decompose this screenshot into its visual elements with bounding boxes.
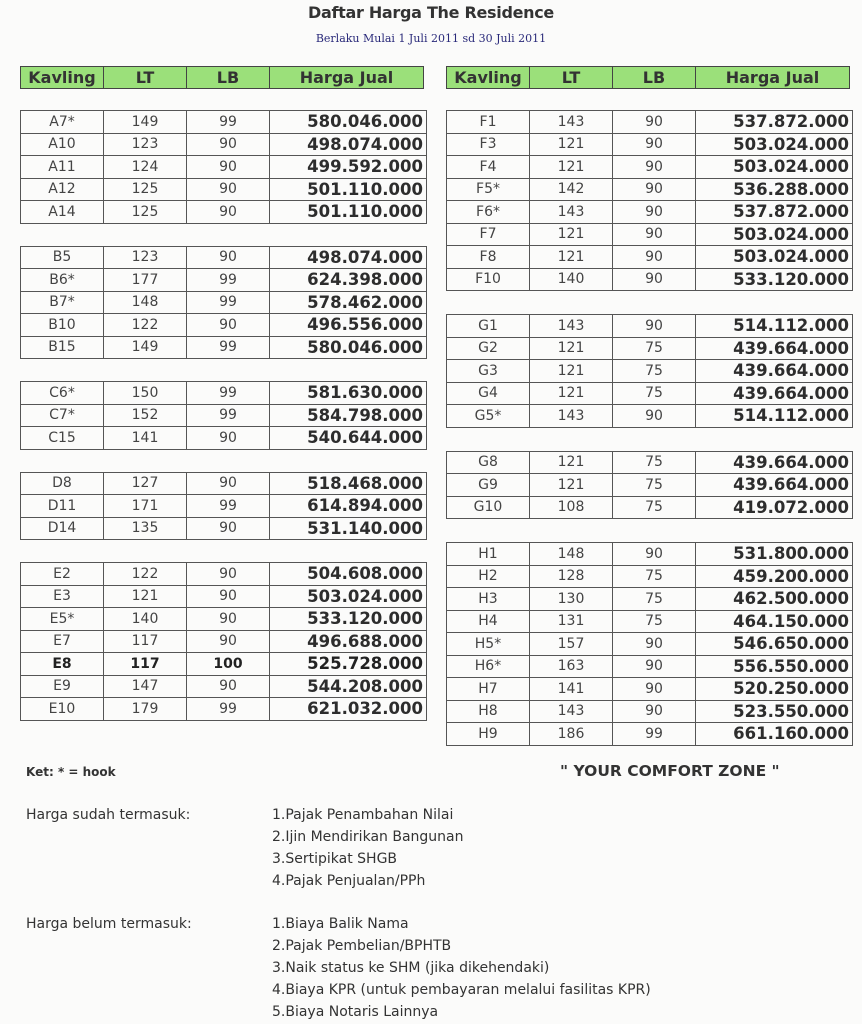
lt-cell: 171 [104, 495, 187, 518]
table-row [21, 630, 427, 653]
price-cell: 462.500.000 [696, 588, 853, 611]
table-row [21, 178, 427, 201]
table-row [21, 201, 427, 224]
lt-cell: 179 [104, 698, 187, 721]
lt-cell: 121 [530, 360, 613, 383]
kavling-cell: H7 [447, 678, 530, 701]
price-cell: 459.200.000 [696, 565, 853, 588]
lb-cell: 90 [187, 585, 270, 608]
price-cell: 621.032.000 [270, 698, 427, 721]
kavling-cell: B5 [21, 246, 104, 269]
table-row [447, 633, 853, 656]
table-row [21, 336, 427, 359]
lb-cell: 90 [613, 633, 696, 656]
kavling-cell: F5* [447, 178, 530, 201]
lb-cell: 90 [613, 201, 696, 224]
price-cell: 536.288.000 [696, 178, 853, 201]
price-group-g-2 [446, 451, 853, 520]
table-row [447, 588, 853, 611]
lb-cell: 90 [187, 133, 270, 156]
lt-cell: 186 [530, 723, 613, 746]
lb-cell: 90 [613, 156, 696, 179]
table-row [21, 517, 427, 540]
price-cell: 499.592.000 [270, 156, 427, 179]
price-cell: 419.072.000 [696, 496, 853, 519]
kavling-cell: H2 [447, 565, 530, 588]
price-cell: 439.664.000 [696, 382, 853, 405]
lt-cell: 140 [104, 608, 187, 631]
price-group-g [446, 314, 853, 428]
included-item: 3.Sertipikat SHGB [272, 851, 398, 867]
lt-cell: 148 [104, 291, 187, 314]
price-cell: 514.112.000 [696, 315, 853, 338]
lb-cell: 90 [187, 427, 270, 450]
lb-cell: 90 [187, 630, 270, 653]
kavling-cell: D8 [21, 472, 104, 495]
kavling-cell: B10 [21, 314, 104, 337]
lb-cell: 75 [613, 610, 696, 633]
excluded-label: Harga belum termasuk: [26, 916, 192, 932]
lb-cell: 99 [187, 698, 270, 721]
lt-cell: 117 [104, 630, 187, 653]
lb-cell: 99 [187, 291, 270, 314]
table-row [447, 156, 853, 179]
price-cell: 578.462.000 [270, 291, 427, 314]
kavling-cell: D14 [21, 517, 104, 540]
lt-cell: 121 [530, 382, 613, 405]
lt-cell: 121 [530, 133, 613, 156]
lb-cell: 75 [613, 382, 696, 405]
price-cell: 498.074.000 [270, 246, 427, 269]
kavling-cell: H3 [447, 588, 530, 611]
price-cell: 546.650.000 [696, 633, 853, 656]
excluded-item: 5.Biaya Notaris Lainnya [272, 1004, 439, 1020]
lb-cell: 90 [613, 655, 696, 678]
lt-cell: 149 [104, 111, 187, 134]
kavling-cell: E7 [21, 630, 104, 653]
left-table-header [20, 66, 424, 89]
price-cell: 496.556.000 [270, 314, 427, 337]
price-cell: 581.630.000 [270, 382, 427, 405]
kavling-cell: A10 [21, 133, 104, 156]
table-row [21, 314, 427, 337]
lb-cell: 90 [187, 246, 270, 269]
lt-cell: 121 [530, 246, 613, 269]
price-cell: 520.250.000 [696, 678, 853, 701]
table-row [447, 111, 853, 134]
table-row [447, 268, 853, 291]
included-item: 2.Ijin Mendirikan Bangunan [272, 829, 464, 845]
lt-cell: 121 [530, 223, 613, 246]
table-row [447, 474, 853, 497]
table-row [447, 723, 853, 746]
tagline: " YOUR COMFORT ZONE " [560, 762, 780, 780]
lb-cell: 99 [187, 404, 270, 427]
lb-cell: 90 [613, 223, 696, 246]
table-row [447, 610, 853, 633]
lt-cell: 163 [530, 655, 613, 678]
price-cell: 540.644.000 [270, 427, 427, 450]
excluded-item: 4.Biaya KPR (untuk pembayaran melalui fasilitas KPR) [272, 982, 651, 998]
lb-cell: 75 [613, 337, 696, 360]
lt-cell: 125 [104, 201, 187, 224]
legend-note: Ket: * = hook [26, 765, 116, 779]
kavling-cell: A11 [21, 156, 104, 179]
left-groups [20, 110, 423, 721]
lt-cell: 121 [104, 585, 187, 608]
header-harga-jual: Harga Jual [270, 67, 424, 89]
table-row [21, 698, 427, 721]
table-row [447, 315, 853, 338]
price-cell: 496.688.000 [270, 630, 427, 653]
lb-cell: 90 [613, 268, 696, 291]
lt-cell: 122 [104, 314, 187, 337]
kavling-cell: B7* [21, 291, 104, 314]
kavling-cell: G3 [447, 360, 530, 383]
header-lt: LT [530, 67, 613, 89]
lb-cell: 90 [187, 178, 270, 201]
lb-cell: 75 [613, 474, 696, 497]
kavling-cell: A12 [21, 178, 104, 201]
lt-cell: 148 [530, 543, 613, 566]
lb-cell: 99 [187, 111, 270, 134]
kavling-cell: F7 [447, 223, 530, 246]
kavling-cell: F1 [447, 111, 530, 134]
excluded-list [272, 913, 651, 1023]
table-row [447, 178, 853, 201]
kavling-cell: B15 [21, 336, 104, 359]
kavling-cell: H9 [447, 723, 530, 746]
price-group-h [446, 542, 853, 746]
included-list [272, 804, 463, 892]
table-row [21, 269, 427, 292]
kavling-cell: C15 [21, 427, 104, 450]
price-group-b [20, 246, 427, 360]
price-cell: 614.894.000 [270, 495, 427, 518]
right-price-column [446, 66, 849, 746]
lt-cell: 130 [530, 588, 613, 611]
kavling-cell: B6* [21, 269, 104, 292]
table-row [21, 111, 427, 134]
kavling-cell: G9 [447, 474, 530, 497]
lt-cell: 123 [104, 246, 187, 269]
price-cell: 533.120.000 [270, 608, 427, 631]
table-row [447, 337, 853, 360]
lb-cell: 90 [187, 314, 270, 337]
lt-cell: 152 [104, 404, 187, 427]
lb-cell: 75 [613, 360, 696, 383]
price-cell: 439.664.000 [696, 360, 853, 383]
table-row [447, 496, 853, 519]
lb-cell: 99 [187, 382, 270, 405]
table-row [21, 585, 427, 608]
included-item: 4.Pajak Penjualan/PPh [272, 873, 426, 889]
lb-cell: 90 [187, 563, 270, 586]
kavling-cell: G10 [447, 496, 530, 519]
table-row [447, 700, 853, 723]
table-row [21, 427, 427, 450]
lt-cell: 125 [104, 178, 187, 201]
lb-cell: 90 [613, 178, 696, 201]
price-cell: 501.110.000 [270, 178, 427, 201]
price-cell: 503.024.000 [696, 246, 853, 269]
kavling-cell: E9 [21, 675, 104, 698]
lb-cell: 99 [187, 269, 270, 292]
table-row [21, 291, 427, 314]
table-row [21, 156, 427, 179]
price-cell: 518.468.000 [270, 472, 427, 495]
lt-cell: 121 [530, 474, 613, 497]
lt-cell: 142 [530, 178, 613, 201]
lt-cell: 141 [530, 678, 613, 701]
lt-cell: 141 [104, 427, 187, 450]
lb-cell: 99 [613, 723, 696, 746]
header-harga-jual: Harga Jual [696, 67, 850, 89]
table-row [447, 543, 853, 566]
price-cell: 514.112.000 [696, 405, 853, 428]
lt-cell: 131 [530, 610, 613, 633]
table-row [21, 404, 427, 427]
lb-cell: 90 [613, 315, 696, 338]
table-row [21, 495, 427, 518]
lt-cell: 135 [104, 517, 187, 540]
kavling-cell: A7* [21, 111, 104, 134]
table-row [447, 565, 853, 588]
price-cell: 556.550.000 [696, 655, 853, 678]
price-cell: 439.664.000 [696, 337, 853, 360]
table-row [447, 655, 853, 678]
lb-cell: 90 [613, 405, 696, 428]
kavling-cell: G2 [447, 337, 530, 360]
kavling-cell: G8 [447, 451, 530, 474]
price-cell: 584.798.000 [270, 404, 427, 427]
table-row [447, 223, 853, 246]
table-row [447, 451, 853, 474]
lt-cell: 108 [530, 496, 613, 519]
lt-cell: 121 [530, 337, 613, 360]
price-cell: 498.074.000 [270, 133, 427, 156]
right-groups [446, 110, 849, 746]
lt-cell: 128 [530, 565, 613, 588]
price-cell: 544.208.000 [270, 675, 427, 698]
kavling-cell: F4 [447, 156, 530, 179]
kavling-cell: H5* [447, 633, 530, 656]
excluded-item: 2.Pajak Pembelian/BPHTB [272, 938, 452, 954]
table-row [447, 246, 853, 269]
lb-cell: 75 [613, 451, 696, 474]
lb-cell: 90 [187, 156, 270, 179]
header-lb: LB [187, 67, 270, 89]
price-group-f [446, 110, 853, 291]
price-group-d [20, 472, 427, 541]
price-cell: 439.664.000 [696, 451, 853, 474]
kavling-cell: H1 [447, 543, 530, 566]
lt-cell: 147 [104, 675, 187, 698]
price-cell: 503.024.000 [696, 156, 853, 179]
included-item: 1.Pajak Penambahan Nilai [272, 807, 454, 823]
kavling-cell: F6* [447, 201, 530, 224]
lb-cell: 90 [613, 246, 696, 269]
lt-cell: 143 [530, 700, 613, 723]
excluded-item: 3.Naik status ke SHM (jika dikehendaki) [272, 960, 550, 976]
kavling-cell: D11 [21, 495, 104, 518]
kavling-cell: C6* [21, 382, 104, 405]
right-table-header [446, 66, 850, 89]
kavling-cell: H4 [447, 610, 530, 633]
price-cell: 503.024.000 [696, 133, 853, 156]
kavling-cell: H6* [447, 655, 530, 678]
page-title: Daftar Harga The Residence [308, 3, 554, 22]
lt-cell: 143 [530, 315, 613, 338]
lt-cell: 122 [104, 563, 187, 586]
price-cell: 439.664.000 [696, 474, 853, 497]
lb-cell: 99 [187, 336, 270, 359]
header-kavling: Kavling [21, 67, 104, 89]
kavling-cell: F10 [447, 268, 530, 291]
kavling-cell: G4 [447, 382, 530, 405]
table-row [21, 608, 427, 631]
table-row [447, 133, 853, 156]
lb-cell: 75 [613, 496, 696, 519]
lt-cell: 121 [530, 451, 613, 474]
left-price-column [20, 66, 423, 721]
kavling-cell: F3 [447, 133, 530, 156]
excluded-item: 1.Biaya Balik Nama [272, 916, 409, 932]
kavling-cell: F8 [447, 246, 530, 269]
kavling-cell: C7* [21, 404, 104, 427]
price-cell: 661.160.000 [696, 723, 853, 746]
header-lb: LB [613, 67, 696, 89]
price-group-a [20, 110, 427, 224]
lb-cell: 90 [187, 675, 270, 698]
price-cell: 580.046.000 [270, 111, 427, 134]
lb-cell: 90 [613, 133, 696, 156]
price-cell: 531.800.000 [696, 543, 853, 566]
lt-cell: 123 [104, 133, 187, 156]
lt-cell: 177 [104, 269, 187, 292]
lb-cell: 75 [613, 588, 696, 611]
lt-cell: 121 [530, 156, 613, 179]
kavling-cell: G5* [447, 405, 530, 428]
price-cell: 501.110.000 [270, 201, 427, 224]
price-cell: 531.140.000 [270, 517, 427, 540]
table-row [21, 653, 427, 676]
lb-cell: 90 [187, 517, 270, 540]
price-cell: 464.150.000 [696, 610, 853, 633]
kavling-cell: E10 [21, 698, 104, 721]
kavling-cell: E2 [21, 563, 104, 586]
lt-cell: 149 [104, 336, 187, 359]
lb-cell: 90 [613, 111, 696, 134]
price-cell: 504.608.000 [270, 563, 427, 586]
header-kavling: Kavling [447, 67, 530, 89]
kavling-cell: A14 [21, 201, 104, 224]
lb-cell: 100 [187, 653, 270, 676]
table-row [21, 133, 427, 156]
validity-period: Berlaku Mulai 1 Juli 2011 sd 30 Juli 2011 [315, 32, 547, 45]
price-group-c [20, 381, 427, 450]
included-label: Harga sudah termasuk: [26, 807, 191, 823]
kavling-cell: E3 [21, 585, 104, 608]
lt-cell: 143 [530, 111, 613, 134]
kavling-cell: E5* [21, 608, 104, 631]
table-row [447, 360, 853, 383]
price-cell: 523.550.000 [696, 700, 853, 723]
lb-cell: 90 [187, 201, 270, 224]
price-cell: 503.024.000 [696, 223, 853, 246]
lb-cell: 90 [187, 472, 270, 495]
kavling-cell: E8 [21, 653, 104, 676]
header-lt: LT [104, 67, 187, 89]
lb-cell: 90 [613, 700, 696, 723]
lb-cell: 90 [613, 543, 696, 566]
lt-cell: 143 [530, 405, 613, 428]
table-row [21, 472, 427, 495]
table-row [447, 382, 853, 405]
lt-cell: 127 [104, 472, 187, 495]
lb-cell: 90 [613, 678, 696, 701]
lb-cell: 90 [187, 608, 270, 631]
lt-cell: 150 [104, 382, 187, 405]
price-cell: 533.120.000 [696, 268, 853, 291]
table-row [447, 678, 853, 701]
table-row [21, 382, 427, 405]
price-cell: 537.872.000 [696, 201, 853, 224]
table-row [21, 675, 427, 698]
price-cell: 537.872.000 [696, 111, 853, 134]
price-group-e [20, 562, 427, 721]
price-cell: 580.046.000 [270, 336, 427, 359]
lt-cell: 140 [530, 268, 613, 291]
price-cell: 503.024.000 [270, 585, 427, 608]
kavling-cell: G1 [447, 315, 530, 338]
lt-cell: 143 [530, 201, 613, 224]
price-cell: 525.728.000 [270, 653, 427, 676]
lt-cell: 157 [530, 633, 613, 656]
table-row [447, 201, 853, 224]
lb-cell: 99 [187, 495, 270, 518]
price-cell: 624.398.000 [270, 269, 427, 292]
lt-cell: 124 [104, 156, 187, 179]
kavling-cell: H8 [447, 700, 530, 723]
table-row [21, 563, 427, 586]
lb-cell: 75 [613, 565, 696, 588]
lt-cell: 117 [104, 653, 187, 676]
table-row [447, 405, 853, 428]
table-row [21, 246, 427, 269]
